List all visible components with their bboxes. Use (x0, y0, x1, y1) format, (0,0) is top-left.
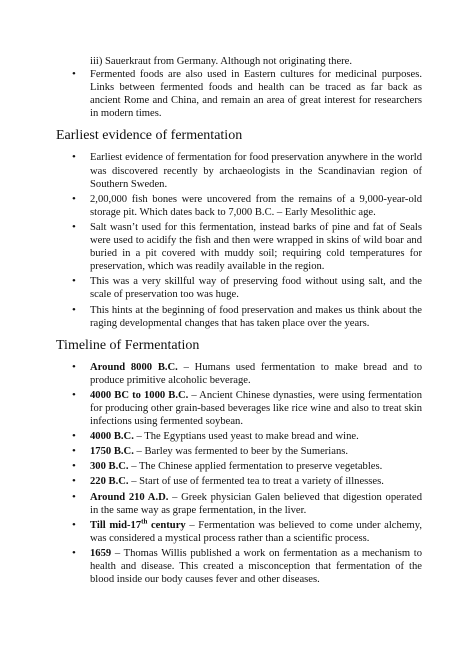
timeline-text: – The Chinese applied fermentation to preserve vegetables. (128, 461, 383, 473)
timeline-date (90, 517, 186, 531)
timeline-date: 4000 BC to 1000 B.C. (90, 389, 189, 401)
timeline-date-tail: century (147, 519, 186, 531)
timeline-item (58, 491, 422, 517)
timeline-text: – Humans used fermentation to make bread and to produce primitive alcoholic beverage. (90, 361, 422, 386)
timeline-date: Around 210 A.D. (90, 491, 169, 503)
timeline-date: 1750 B.C. (90, 446, 134, 458)
timeline-item (58, 460, 422, 473)
timeline-date: 1659 (90, 547, 112, 559)
list-item: • Salt wasn’t used for this fermentation, instead barks of pine and fat of Seals were used to acidify the fish and then were wrapped in skins of wild boar and buried in a pit covered with muddy soil; requiring cold temperatures for preservation, which was readily available in the region. (58, 221, 422, 273)
timeline-date-main: Till mid-17 (90, 519, 142, 531)
timeline-text: – Greek physician Galen believed that digestion operated in the same way as grape fermentation, in the liver. (90, 491, 422, 516)
earliest-evidence-list (58, 151, 422, 329)
timeline-text: – Ancient Chinese dynasties, were using fermentation for producing other grain-based beverages like rice wine and also to treat skin infections using fermented soybean. (90, 389, 422, 428)
timeline-item (58, 475, 422, 488)
timeline-date: Around 8000 B.C. (90, 361, 178, 373)
timeline-item (58, 519, 422, 545)
timeline-text: – The Egyptians used yeast to make bread and wine. (133, 431, 359, 443)
timeline-item (58, 389, 422, 428)
timeline-item (58, 547, 422, 586)
intro-bullet-list (58, 68, 422, 120)
sauerkraut-line: iii) Sauerkraut from Germany. Although not originating there. (90, 56, 353, 67)
timeline-item (58, 361, 422, 387)
list-item: • Earliest evidence of fermentation for food preservation anywhere in the world was discovered recently by archaeologists in the Scandinavian region of Southern Sweden. (58, 151, 422, 190)
list-item: • This hints at the beginning of food preservation and makes us think about the raging developmental changes that has taken place over the years. (58, 304, 422, 330)
timeline-list (58, 361, 422, 587)
timeline-date: 300 B.C. (90, 461, 129, 473)
section-heading-earliest-evidence: Earliest evidence of fermentation (56, 128, 243, 144)
timeline-text: – Barley was fermented to beer by the Sumerians. (133, 446, 349, 458)
ordinal-suffix: th (141, 517, 148, 526)
timeline-text: – Thomas Willis published a work on fermentation as a mechanism to health and disease. This created a misconception that fermentation of the blood inside our body causes fever and other diseases. (90, 547, 422, 586)
timeline-item (58, 445, 422, 458)
section-heading-timeline: Timeline of Fermentation (56, 337, 200, 353)
timeline-date: 4000 B.C. (90, 431, 134, 443)
timeline-text: – Fermentation was believed to come under alchemy, was considered a mystical process rather than a scientific process. (90, 519, 422, 544)
list-item: • 2,00,000 fish bones were uncovered from the remains of a 9,000-year-old storage pit. Which dates back to 7,000 B.C. – Early Mesolithic age. (58, 193, 422, 219)
timeline-text: – Start of use of fermented tea to treat a variety of illnesses. (128, 476, 384, 488)
timeline-date: 220 B.C. (90, 476, 129, 488)
list-item: • Fermented foods are also used in Eastern cultures for medicinal purposes. Links between fermented foods and health can be traced as far back as ancient Rome and China, and remain an area of great interest for researchers in modern times. (58, 68, 422, 120)
list-item: • This was a very skillful way of preserving food without using salt, and the scale of preservation too was huge. (58, 275, 422, 301)
timeline-item (58, 430, 422, 443)
